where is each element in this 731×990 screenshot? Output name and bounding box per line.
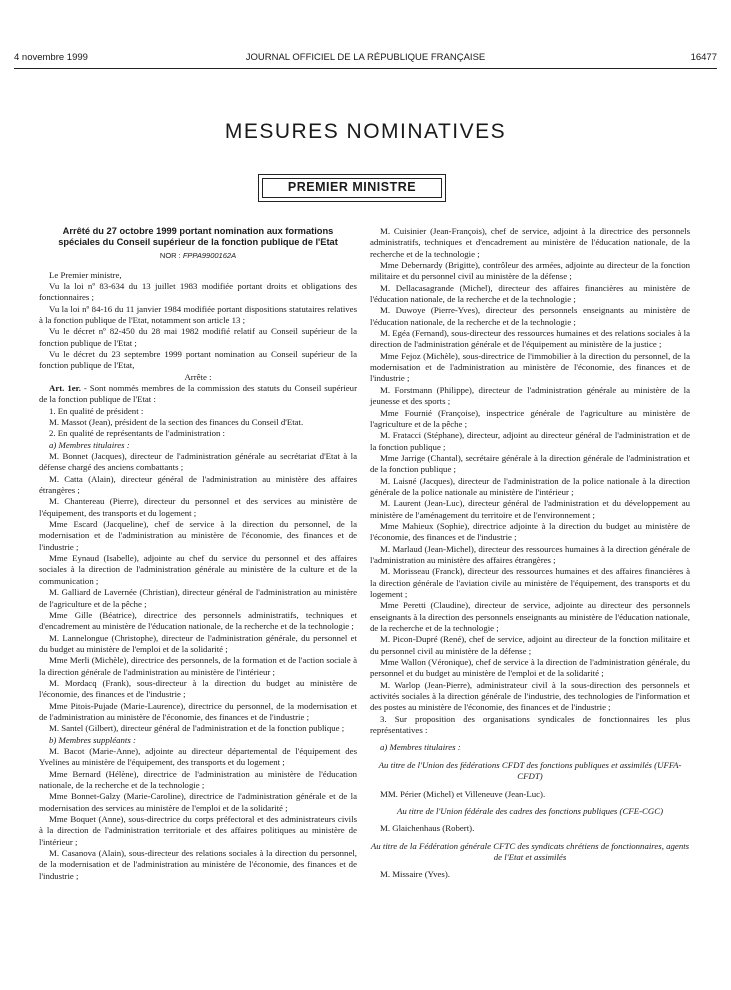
member-entry: Mme Merli (Michèle), directrice des personnels, de la formation et de l'action sociale à la direction générale de l'administration au ministère de l'intérieur ; xyxy=(39,655,357,677)
preamble-paragraph: Vu la loi nº 83-634 du 13 juillet 1983 modifiée portant droits et obligations des fonctionnaires ; xyxy=(39,280,357,303)
titulaires-label-3: a) Membres titulaires : xyxy=(380,742,461,753)
member-entry: M. Warlop (Jean-Pierre), administrateur civil à la sous-direction des personnels et activités sociales à la direction générale de l'industrie, des technologies de l'information et des postes au ministère de l'économie, des finances et de l'industrie ; xyxy=(370,679,690,713)
member-entry: Mme Pitois-Pujade (Marie-Laurence), directrice du personnel, de la modernisation et de l'administration au ministère de l'économie, des finances et de l'industrie ; xyxy=(39,700,357,722)
suppleants-list xyxy=(39,746,357,882)
member-entry: M. Galliard de Lavernée (Christian), directeur général de l'administration au ministère de l'agriculture et de la pêche ; xyxy=(39,587,357,609)
president-entry: M. Massot (Jean), président de la section des finances du Conseil d'Etat. xyxy=(49,417,304,427)
titulaires-label: a) Membres titulaires : xyxy=(49,439,130,450)
member-entry: Mme Jarrige (Chantal), secrétaire générale à la direction générale de l'administration et de la fonction publique ; xyxy=(370,452,690,475)
union-cfe-cgc-members: M. Glaichenhaus (Robert). xyxy=(380,823,475,834)
article-1-text: - Sont nommés membres de la commission des statuts du Conseil supérieur de la fonction publique de l'Etat : xyxy=(39,382,358,405)
member-entry: M. Santel (Gilbert), directeur général de l'administration et de la fonction publique ; xyxy=(49,723,345,734)
member-entry: M. Egéa (Fernand), sous-directeur des ressources humaines et des relations sociales à la direction de l'administration générale et de l'équipement au ministère de la justice ; xyxy=(370,328,690,350)
member-entry: M. Mordacq (Frank), sous-directeur à la direction du budget au ministère de l'économie, des finances et de l'industrie ; xyxy=(39,677,357,700)
member-entry: Mme Peretti (Claudine), directeur de service, adjointe au directeur des personnels enseignants à la direction des personnels enseignants au ministère de l'éducation nationale, de la recherche et de la technologie ; xyxy=(370,600,690,634)
member-entry: M. Dellacasagrande (Michel), directeur des affaires financières au ministère de l'éducation nationale, de la recherche et de la technologie ; xyxy=(370,282,690,305)
preamble xyxy=(39,270,357,372)
member-entry: Mme Debernardy (Brigitte), contrôleur des armées, adjointe au directeur de la fonction militaire et du personnel civil au ministère de la défense ; xyxy=(370,260,690,282)
preamble-paragraph: Vu la loi nº 84-16 du 11 janvier 1984 modifiée portant dispositions statutaires relatives à la fonction publique de l'Etat, notamment son article 13 ; xyxy=(39,303,357,325)
union-cfe-cgc-heading: Au titre de l'Union fédérale des cadres des fonctions publiques (CFE-CGC) xyxy=(396,805,664,816)
member-entry: Mme Boquet (Anne), sous-directrice du corps préfectoral et des administrateurs civils à la direction de l'administration territoriale et des affaires politiques au ministère de l'intérieur ; xyxy=(39,814,357,847)
header-rule xyxy=(14,68,717,69)
member-entry: M. Cuisinier (Jean-François), chef de service, adjoint à la directrice des personnels administratifs, techniques et d'encadrement au ministère de l'éducation nationale, de la recherche et de la technologie ; xyxy=(370,226,690,259)
member-entry: Mme Bonnet-Galzy (Marie-Caroline), directrice de l'administration générale et de la modernisation des services au ministère de l'emploi et de la solidarité ; xyxy=(39,791,357,813)
member-entry: Mme Fournié (Françoise), inspectrice générale de l'agriculture au ministère de l'agriculture et de la pêche ; xyxy=(370,407,690,429)
member-entry: Mme Wallon (Véronique), chef de service à la direction de l'administration générale, du personnel et du budget au ministère de l'emploi et de la solidarité ; xyxy=(370,657,690,679)
member-entry: Mme Escard (Jacqueline), chef de service à la direction du personnel, de la modernisation et de l'administration au ministère de l'économie, des finances et de l'industrie ; xyxy=(39,519,357,552)
nor-reference xyxy=(39,250,357,261)
member-entry: Mme Mahieux (Sophie), directrice adjointe à la direction du budget au ministère de l'économie, des finances et de l'industrie ; xyxy=(370,520,690,543)
member-entry: M. Forstmann (Philippe), directeur de l'administration générale au ministère de la jeunesse et des sports ; xyxy=(370,384,690,407)
union-cftc-heading: Au titre de la Fédération générale CFTC des syndicats chrétiens de fonctionnaires, agents de l'Etat et assimilés xyxy=(370,840,690,862)
member-entry: Mme Gille (Béatrice), directrice des personnels administratifs, techniques et d'encadrement au ministère de l'éducation nationale, de la recherche et de la technologie ; xyxy=(39,609,357,632)
right-column xyxy=(370,226,690,881)
member-entry: M. Casanova (Alain), sous-directeur des relations sociales à la direction du personnel, de la modernisation et de l'administration au ministère de l'économie, des finances et de l'industrie ; xyxy=(39,848,357,881)
member-entry: M. Duwoye (Pierre-Yves), directeur des personnels enseignants au ministère de l'éducation nationale, de la recherche et de la technologie ; xyxy=(370,305,690,327)
page-number: 16477 xyxy=(690,52,717,63)
header-date: 4 novembre 1999 xyxy=(14,52,88,63)
member-entry: M. Morisseau (Franck), directeur des ressources humaines et des affaires financières à la direction générale de l'aviation civile au ministère de l'équipement, des transports et du logement ; xyxy=(370,566,690,599)
union-cfdt-members: MM. Périer (Michel) et Villeneuve (Jean-Luc). xyxy=(380,788,546,799)
member-entry: Mme Bernard (Hélène), directrice de l'administration au ministère de l'éducation nationale, de la recherche et de la technologie ; xyxy=(39,768,357,790)
journal-title: JOURNAL OFFICIEL DE LA RÉPUBLIQUE FRANÇAISE xyxy=(245,52,486,63)
page-header xyxy=(14,52,717,66)
preamble-paragraph: Vu le décret du 23 septembre 1999 portant nomination au Conseil supérieur de la fonction publique de l'Etat, xyxy=(39,348,357,371)
member-entry: M. Lannelongue (Christophe), directeur de l'administration générale, du personnel et du budget au ministère de l'emploi et de la solidarité ; xyxy=(39,632,357,654)
article-1 xyxy=(39,383,357,406)
section-2-heading: 2. En qualité de représentants de l'administration : xyxy=(49,428,226,439)
member-entry: M. Picon-Dupré (René), chef de service, adjoint au directeur de la fonction militaire et du personnel civil au ministère de la défense ; xyxy=(370,634,690,656)
arrete-title: Arrêté du 27 octobre 1999 portant nomination aux formations spéciales du Conseil supérieur de la fonction publique de l'Etat xyxy=(58,226,338,247)
member-entry: M. Catta (Alain), directeur général de l'administration au ministère des affaires étrangères ; xyxy=(39,473,357,496)
member-entry: M. Laisné (Jacques), directeur de l'administration de la police nationale à la direction générale de la police nationale au ministère de l'intérieur ; xyxy=(370,475,690,497)
titulaires-list xyxy=(39,451,357,735)
suppleants-list-continued xyxy=(370,226,690,714)
section-title: MESURES NOMINATIVES xyxy=(224,120,507,143)
ministry-heading: PREMIER MINISTRE xyxy=(262,178,442,198)
union-cfdt-heading: Au titre de l'Union des fédérations CFDT des fonctions publiques et assimilés (UFFA-CFDT) xyxy=(378,759,682,782)
member-entry: M. Chantereau (Pierre), directeur du personnel et des services au ministère de l'équipement, des transports et du logement ; xyxy=(39,496,357,518)
preamble-paragraph: Vu le décret nº 82-450 du 28 mai 1982 modifié relatif au Conseil supérieur de la fonction publique de l'Etat ; xyxy=(39,326,357,348)
ministry-box xyxy=(258,174,446,202)
suppleants-label: b) Membres suppléants : xyxy=(49,734,136,745)
member-entry: M. Bonnet (Jacques), directeur de l'administration générale au secrétariat d'Etat à la défense chargé des anciens combattants ; xyxy=(39,451,357,473)
member-entry: Mme Fejoz (Michèle), sous-directrice de l'immobilier à la direction du personnel, de la modernisation et de l'administration au ministère de l'économie, des finances et de l'industrie ; xyxy=(370,350,690,384)
nor-label: NOR : xyxy=(159,251,181,261)
member-entry: M. Fratacci (Stéphane), directeur, adjoint au directeur général de l'administration et de la fonction publique ; xyxy=(370,430,690,452)
union-cftc-members: M. Missaire (Yves). xyxy=(380,869,450,880)
member-entry: Mme Eynaud (Isabelle), adjointe au chef du service du personnel et des affaires sociales à la direction de l'administration générale au ministère de la culture et de la communication ; xyxy=(39,553,357,586)
nor-code: FPPA9900162A xyxy=(182,251,237,261)
left-column xyxy=(39,226,357,882)
article-1-label: Art. 1er. xyxy=(49,382,81,393)
arrete-word: Arrête : xyxy=(184,371,212,382)
section-3-heading: 3. Sur proposition des organisations syndicales de fonctionnaires les plus représentatives : xyxy=(370,713,690,736)
preamble-paragraph: Le Premier ministre, xyxy=(49,269,122,280)
member-entry: M. Laurent (Jean-Luc), directeur général de l'administration et du développement au ministère de l'aménagement du territoire et de l'environnement ; xyxy=(370,498,690,520)
member-entry: M. Marlaud (Jean-Michel), directeur des ressources humaines à la direction générale de l'administration au ministère des affaires étrangères ; xyxy=(370,543,690,565)
member-entry: M. Bacot (Marie-Anne), adjointe au directeur départemental de l'équipement des Yvelines au ministère de l'équipement, des transports et du logement ; xyxy=(39,745,357,768)
section-1-heading: 1. En qualité de président : xyxy=(49,405,144,416)
